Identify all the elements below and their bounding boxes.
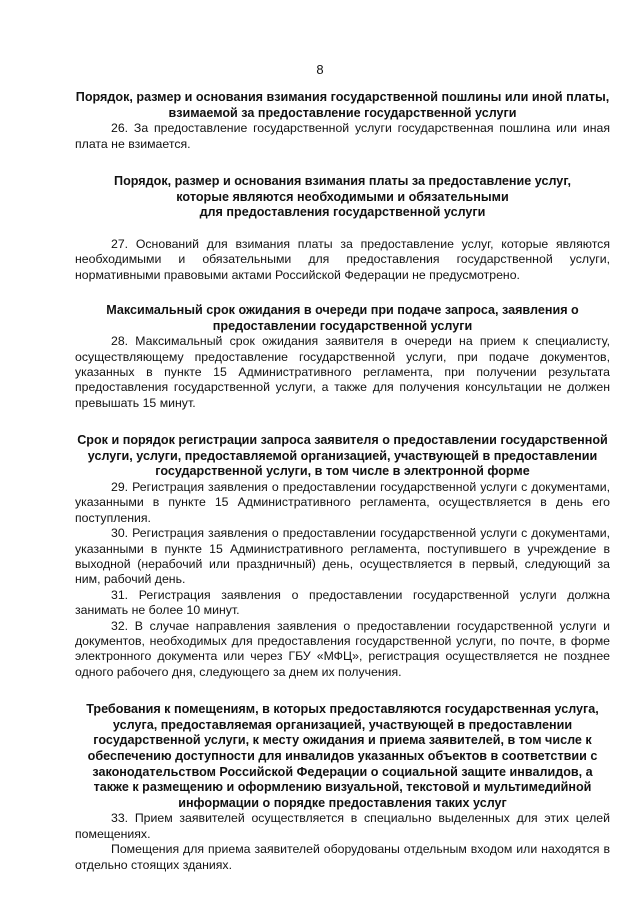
paragraph-33: 33. Прием заявителей осуществляется в специально выделенных для этих целей помещениях. xyxy=(75,811,610,841)
section-heading-line: Порядок, размер и основания взимания платы за предоставление услуг, xyxy=(114,174,571,188)
section-queue-time xyxy=(75,303,610,411)
section-heading: Требования к помещениям, в которых предоставляются государственная услуга, услуга, предоставляемая организацией, участвующей в предоставлении государственной услуги, к месту ожидания и приема заявителей, в том числе к обеспечению доступности для инвалидов указанных объектов в соответствии с законодательством Российской Федерации о социальной защите инвалидов, а также к размещению и оформлению визуальной, текстовой и мультимедийной информации о порядке предоставления таких услуг xyxy=(86,702,599,810)
section-heading: Порядок, размер и основания взимания государственной пошлины или иной платы, взимаемой за предоставление государственной услуги xyxy=(75,90,610,120)
section-heading: Срок и порядок регистрации запроса заявителя о предоставлении государственной услуги, услуги, предоставляемой организацией, участвующей в предоставлении государственной услуги, в том числе в электронной форме xyxy=(77,433,608,479)
section-premises-requirements xyxy=(75,702,610,873)
section-heading: Максимальный срок ожидания в очереди при подаче запроса, заявления о предоставлении государственной услуги xyxy=(106,303,579,333)
document-body xyxy=(75,90,610,873)
paragraph-31: 31. Регистрация заявления о предоставлении государственной услуги должна занимать не более 10 минут. xyxy=(75,587,610,618)
paragraph-30: 30. Регистрация заявления о предоставлении государственной услуги с документами, указанными в пункте 15 Административного регламента, поступившего в учреждение в выходной (нерабочий или праздничный) день, осуществляется в первый, следующий за ним, рабочий день. xyxy=(75,526,610,587)
section-heading-line: которые являются необходимыми и обязательными xyxy=(176,189,509,204)
section-state-fee xyxy=(75,90,610,152)
section-payment-for-services xyxy=(75,174,610,283)
paragraph-32: 32. В случае направления заявления о предоставлении государственной услуги и документов, необходимых для предоставления государственной услуги, по почте, в форме электронного документа или через ГБУ «МФЦ», регистрация осуществляется не позднее одного рабочего дня, следующего за днем их получения. xyxy=(75,618,610,679)
page-number: 8 xyxy=(316,62,324,77)
paragraph-28: 28. Максимальный срок ожидания заявителя в очереди на прием к специалисту, осуществляющему предоставление государственной услуги, при подаче документов, указанных в пункте 15 Административного регламента, при получении результата предоставления государственной услуги, а также для получения консультации не должен превышать 15 минут. xyxy=(75,334,610,410)
paragraph-26: 26. За предоставление государственной услуги государственная пошлина или иная плата не взимается. xyxy=(75,121,610,151)
paragraph-27: 27. Оснований для взимания платы за предоставление услуг, которые являются необходимыми и обязательными для предоставления государственной услуги, нормативными правовыми актами Российской Федерации не предусмотрено. xyxy=(75,236,610,282)
section-registration xyxy=(75,433,610,680)
paragraph-premises: Помещения для приема заявителей оборудованы отдельным входом или находятся в отдельно стоящих зданиях. xyxy=(75,842,610,872)
section-heading-line: для предоставления государственной услуги xyxy=(199,205,486,220)
paragraph-29: 29. Регистрация заявления о предоставлении государственной услуги с документами, указанными в пункте 15 Административного регламента, осуществляется в день его поступления. xyxy=(75,480,610,525)
